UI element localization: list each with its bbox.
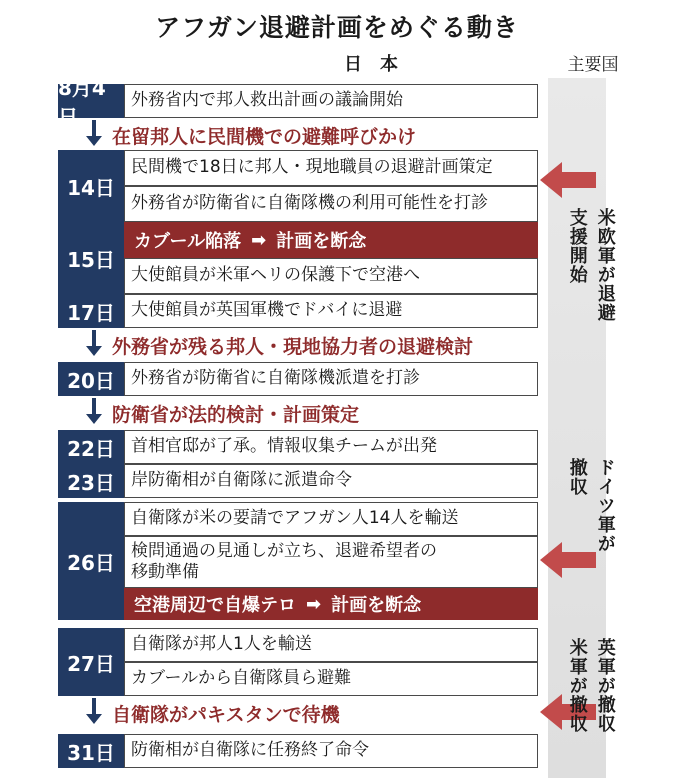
transition-text: 在留邦人に民間機での避難呼びかけ xyxy=(112,126,417,148)
major-countries-column-header: 主要国 xyxy=(567,55,619,75)
event-line: 移動準備 xyxy=(131,562,199,582)
event-row: 大使館員が米軍ヘリの保護下で空港へ xyxy=(124,258,538,294)
highlight-row xyxy=(124,222,538,258)
japan-column-header: 日本 xyxy=(344,54,416,75)
event-row: カブールから自衛隊員ら避難 xyxy=(124,662,538,696)
down-arrow-icon xyxy=(84,330,104,358)
left-arrow-icon xyxy=(540,540,596,580)
event-row xyxy=(124,536,538,588)
date-cell: 15日 xyxy=(58,222,124,294)
transition-text: 外務省が残る邦人・現地協力者の退避検討 xyxy=(112,336,474,358)
date-cell: 22日 xyxy=(58,430,124,464)
date-cell: 27日 xyxy=(58,628,124,696)
event-row: 外務省が防衛省に自衛隊機派遣を打診 xyxy=(124,362,538,396)
transition-text: 自衛隊がパキスタンで待機 xyxy=(112,704,340,726)
event-row: 防衛相が自衛隊に任務終了命令 xyxy=(124,734,538,768)
event-line: 検問通過の見通しが立ち、退避希望者の xyxy=(131,540,437,561)
major-event-text: 米欧軍が退避 xyxy=(594,208,616,322)
event-row: 首相官邸が了承。情報収集チームが出発 xyxy=(124,430,538,464)
date-cell: 26日 xyxy=(58,502,124,620)
highlight-outcome: 計画を断念 xyxy=(331,595,422,616)
page-title: アフガン退避計画をめぐる動き xyxy=(155,13,519,42)
highlight-outcome: 計画を断念 xyxy=(276,231,367,252)
event-row: 自衛隊が米の要請でアフガン人14人を輸送 xyxy=(124,502,538,536)
transition-text: 防衛省が法的検討・計画策定 xyxy=(112,404,360,426)
event-row: 大使館員が英国軍機でドバイに退避 xyxy=(124,294,538,328)
event-row: 民間機で18日に邦人・現地職員の退避計画策定 xyxy=(124,150,538,186)
date-cell: 17日 xyxy=(58,294,124,328)
right-arrow-icon: ➡ xyxy=(251,229,267,251)
date-cell: 23日 xyxy=(58,464,124,498)
highlight-event: 空港周辺で自爆テロ xyxy=(134,595,296,616)
highlight-event: カブール陥落 xyxy=(134,231,242,252)
date-cell: 31日 xyxy=(58,734,124,768)
event-row: 岸防衛相が自衛隊に派遣命令 xyxy=(124,464,538,498)
date-cell: 8月4日 xyxy=(58,84,124,118)
event-row: 外務省が防衛省に自衛隊機の利用可能性を打診 xyxy=(124,186,538,222)
major-event-text: 撤収 xyxy=(566,458,588,496)
down-arrow-icon xyxy=(84,120,104,148)
major-event-text: 米軍が撤収 xyxy=(566,638,588,733)
date-cell: 20日 xyxy=(58,362,124,396)
left-arrow-icon xyxy=(540,160,596,200)
right-arrow-icon: ➡ xyxy=(306,593,322,615)
major-event-text: ドイツ軍が xyxy=(594,458,616,553)
event-row: 外務省内で邦人救出計画の議論開始 xyxy=(124,84,538,118)
down-arrow-icon xyxy=(84,698,104,726)
date-cell: 14日 xyxy=(58,150,124,222)
major-event-text: 支援開始 xyxy=(566,208,588,284)
event-row: 自衛隊が邦人1人を輸送 xyxy=(124,628,538,662)
highlight-row xyxy=(124,588,538,620)
major-event-text: 英軍が撤収 xyxy=(594,638,616,733)
down-arrow-icon xyxy=(84,398,104,426)
